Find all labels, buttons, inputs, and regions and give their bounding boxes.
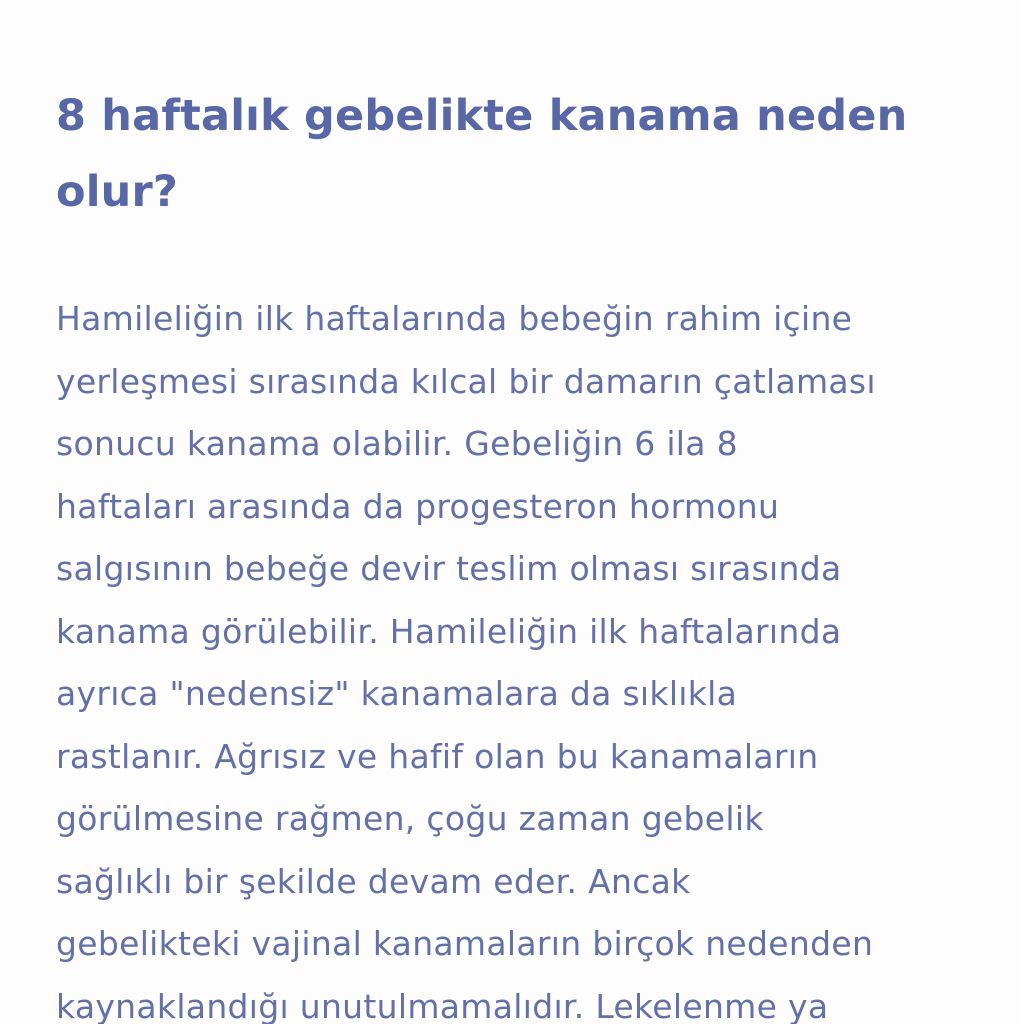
article	[56, 78, 986, 1024]
article-heading: 8 haftalık gebelikte kanama neden olur?	[56, 91, 908, 217]
article-paragraph: Hamileliğin ilk haftalarında bebeğin rahim içine yerleşmesi sırasında kılcal bir damarın çatlaması sonucu kanama olabilir. Gebeliğin 6 ila 8 haftaları arasında da progesteron hormonu salgısının bebeğe devir teslim olması sırasında kanama görülebilir. Hamileliğin ilk haftalarında ayrıca "nedensiz" kanamalara da sıklıkla rastlanır. Ağrısız ve hafif olan bu kanamaların görülmesine rağmen, çoğu zaman gebelik sağlıklı bir şekilde devam eder. Ancak gebelikteki vajinal kanamaların birçok nedenden kaynaklandığı unutulmamalıdır. Lekelenme ya	[56, 299, 876, 1024]
